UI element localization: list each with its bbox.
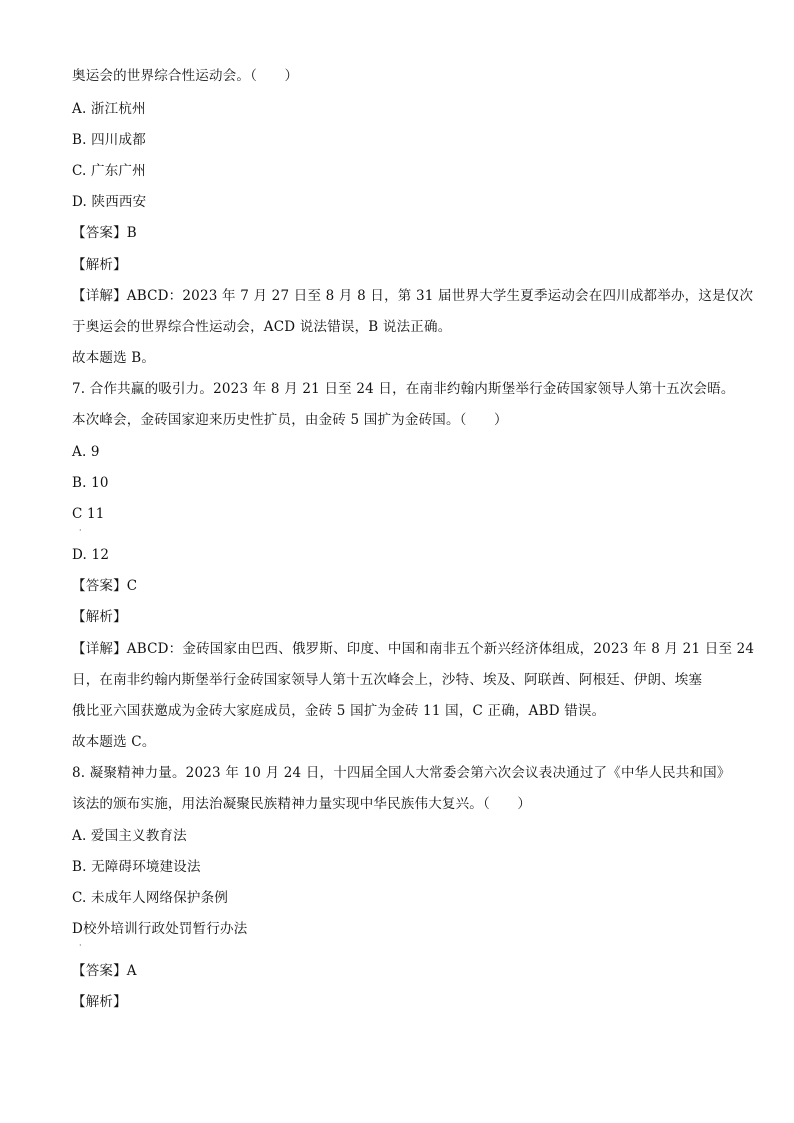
q6-detail-line-2: 于奥运会的世界综合性运动会，ACD 说法错误，B 说法正确。 (72, 319, 452, 335)
q8-stem-line-2: 该法的颁布实施，用法治凝聚民族精神力量实现中华民族伟大复兴。（ ） (72, 796, 532, 812)
q7-detail-line-2: 日，在南非约翰内斯堡举行金砖国家领导人第十五次峰会上，沙特、埃及、阿联酋、阿根廷、伊朗、埃塞 (72, 672, 703, 688)
q8-analysis-heading: 【解析】 (72, 994, 127, 1010)
q6-option-d: D. 陕西西安 (72, 194, 147, 210)
q6-option-a: A. 浙江杭州 (72, 101, 146, 117)
q7-detail-line-3: 俄比亚六国获邀成为金砖大家庭成员，金砖 5 国扩为金砖 11 国，C 正确，ABD 错误。 (72, 703, 606, 719)
q6-stem-tail: 奥运会的世界综合性运动会。（ ） (72, 68, 299, 84)
q6-option-b: B. 四川成都 (72, 132, 146, 148)
q7-stray-dot: · (79, 526, 82, 535)
q7-option-b: B. 10 (72, 475, 109, 491)
q7-answer: 【答案】C (72, 578, 138, 594)
q8-stray-dot: · (79, 941, 82, 950)
q8-stem-line-1: 8. 凝聚精神力量。2023 年 10 月 24 日，十四届全国人大常委会第六次会议表决通过了《中华人民共和国》 (72, 765, 731, 781)
q8-option-c: C. 未成年人网络保护条例 (72, 890, 229, 906)
q7-option-c: C 11 (72, 506, 105, 522)
q6-option-c: C. 广东广州 (72, 163, 146, 179)
q7-detail-line-1: 【详解】ABCD：金砖国家由巴西、俄罗斯、印度、中国和南非五个新兴经济体组成，2023 年 8 月 21 日至 24 (72, 641, 755, 657)
q8-option-a: A. 爱国主义教育法 (72, 828, 187, 844)
q7-option-d: D. 12 (72, 547, 110, 563)
q7-stem-line-1: 7. 合作共赢的吸引力。2023 年 8 月 21 日至 24 日，在南非约翰内斯堡举行金砖国家领导人第十五次会晤。 (72, 381, 735, 397)
q6-detail-line-1: 【详解】ABCD：2023 年 7 月 27 日至 8 月 8 日，第 31 届世界大学生夏季运动会在四川成都举办，这是仅次 (72, 288, 754, 304)
q7-option-a: A. 9 (72, 444, 100, 460)
q6-conclusion: 故本题选 B。 (72, 350, 156, 366)
q7-conclusion: 故本题选 C。 (72, 734, 156, 750)
q7-stem-line-2: 本次峰会，金砖国家迎来历史性扩员，由金砖 5 国扩为金砖国。（ ） (72, 412, 508, 428)
q7-analysis-heading: 【解析】 (72, 609, 127, 625)
q6-analysis-heading: 【解析】 (72, 257, 127, 273)
q6-answer: 【答案】B (72, 225, 137, 241)
q8-option-b: B. 无障碍环境建设法 (72, 859, 201, 875)
q8-answer: 【答案】A (72, 963, 137, 979)
q8-option-d: D校外培训行政处罚暂行办法 (72, 921, 248, 937)
